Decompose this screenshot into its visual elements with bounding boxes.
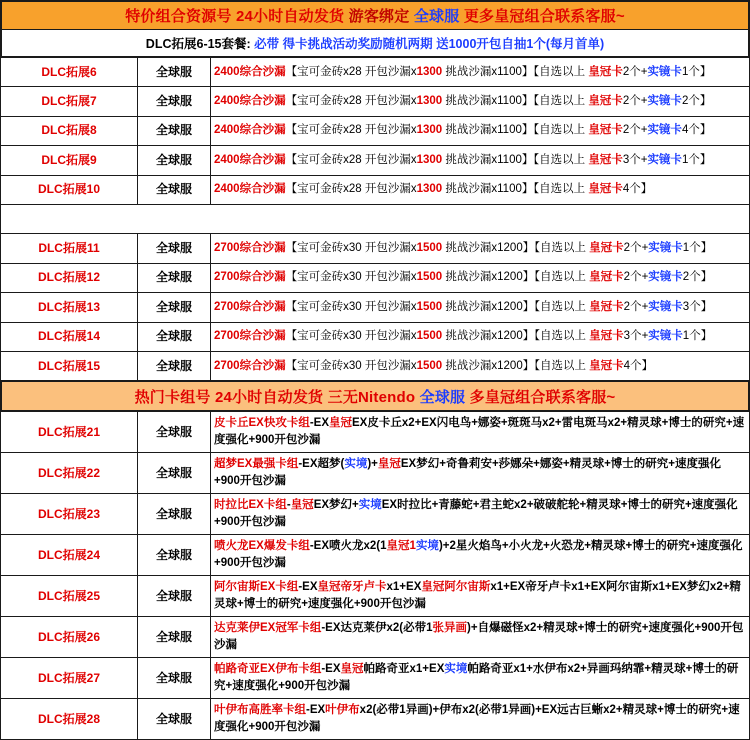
real-card-tag: 实境 — [358, 499, 382, 512]
row-name: DLC拓展13 — [1, 293, 138, 322]
row-name: DLC拓展22 — [1, 453, 138, 494]
row-deck-contents — [211, 576, 750, 617]
crown-card-label: 皇冠卡 — [588, 124, 623, 137]
mirror-card-label: 实镜卡 — [648, 271, 683, 284]
challenge-detail: 挑战沙漏x1200】【自选以上 — [442, 300, 590, 313]
table-row — [1, 535, 750, 576]
package-detail: 【宝可金砖x30 开包沙漏x — [285, 359, 417, 372]
crown-card-label: 皇冠卡 — [589, 330, 624, 343]
crown-card-label: 皇冠卡 — [588, 153, 623, 166]
table-row — [1, 699, 750, 740]
package-note — [0, 30, 750, 57]
crown-card-label: 皇冠卡 — [588, 183, 623, 196]
open-hourglass-count: 1300 — [416, 183, 443, 196]
row-server: 全球服 — [138, 87, 211, 116]
row-server: 全球服 — [138, 146, 211, 175]
row-contents — [211, 58, 750, 87]
package-detail: 【宝可金砖x30 开包沙漏x — [285, 330, 417, 343]
row-deck-contents — [211, 453, 750, 494]
crown-card-label: 皇冠卡 — [589, 271, 624, 284]
row-server: 全球服 — [138, 322, 211, 351]
row-contents — [211, 234, 750, 263]
crown-card-count: 2个+ — [622, 95, 648, 108]
crown-card-count: 3个+ — [623, 330, 649, 343]
row-name: DLC拓展14 — [1, 322, 138, 351]
package-detail: 【宝可金砖x30 开包沙漏x — [285, 242, 417, 255]
mirror-card-count: 2个】 — [681, 95, 712, 108]
section-banner-title: 热门卡组号 24小时自动发货 — [134, 388, 324, 406]
deck-highlight: 时拉比EX卡组 — [214, 499, 287, 512]
deck-highlight: 皮卡丘EX快攻卡组 — [214, 417, 310, 430]
deck-highlight: 叶伊布 — [325, 704, 360, 717]
package-detail: 【宝可金砖x28 开包沙漏x — [285, 124, 417, 137]
deck-detail: -EX — [321, 663, 341, 676]
row-name: DLC拓展15 — [1, 351, 138, 380]
deck-detail: x2(必带1异画)+伊布x2(必带1异画)+EX远古巨蜥x2+精灵球+博士的研究+速度强化+900开包沙漏 — [214, 704, 740, 734]
deck-detail: -EX — [306, 704, 326, 717]
row-server: 全球服 — [138, 351, 211, 380]
deck-detail: x1+EX — [386, 581, 422, 594]
open-hourglass-count: 1500 — [416, 271, 443, 284]
row-server: 全球服 — [138, 658, 211, 699]
row-deck-contents — [211, 617, 750, 658]
crown-card-count: 2个+ — [622, 124, 648, 137]
real-card-tag: 实境 — [444, 663, 468, 676]
row-contents — [211, 351, 750, 380]
crown-card-count: 2个+ — [623, 300, 649, 313]
table-row — [1, 322, 750, 351]
row-contents — [211, 146, 750, 175]
mirror-card-label: 实镜卡 — [648, 330, 683, 343]
row-contents — [211, 87, 750, 116]
challenge-detail: 挑战沙漏x1100】【自选以上 — [442, 95, 589, 108]
challenge-detail: 挑战沙漏x1100】【自选以上 — [442, 183, 589, 196]
section-banner-region: 三无Nitendo — [327, 388, 416, 406]
mirror-card-label: 实镜卡 — [648, 300, 683, 313]
row-server: 全球服 — [138, 494, 211, 535]
package-detail: 【宝可金砖x28 开包沙漏x — [285, 183, 417, 196]
deck-highlight: 达克莱伊EX冠军卡组 — [214, 622, 322, 635]
section-banner — [0, 381, 750, 411]
mirror-card-count: 1个】 — [681, 153, 712, 166]
row-server: 全球服 — [138, 116, 211, 145]
table-row — [1, 87, 750, 116]
deck-detail: EX梦幻+奇鲁莉安+莎娜朵+娜姿+精灵球+博士的研究+速度强化+900开包沙漏 — [214, 458, 722, 488]
open-hourglass-count: 1500 — [416, 242, 443, 255]
group-spacer-cell — [1, 204, 750, 233]
deck-highlight: 皇冠帝牙卢卡 — [317, 581, 387, 594]
package-note-detail: 必带 得卡挑战活动奖励随机两期 送1000开包自抽1个(每月首单) — [254, 37, 605, 51]
crown-card-label: 皇冠卡 — [589, 300, 624, 313]
banner-title: 特价组合资源号 24小时自动发货 — [125, 8, 345, 25]
table-row — [1, 116, 750, 145]
deck-highlight: 帕路奇亚EX伊布卡组 — [214, 663, 322, 676]
crown-card-label: 皇冠卡 — [588, 95, 623, 108]
dlc-package-table — [0, 57, 750, 381]
row-server: 全球服 — [138, 412, 211, 453]
row-name: DLC拓展25 — [1, 576, 138, 617]
deck-highlight: 皇冠阿尔宙斯 — [421, 581, 491, 594]
row-server: 全球服 — [138, 453, 211, 494]
row-name: DLC拓展24 — [1, 535, 138, 576]
banner-binding: 游客绑定 — [348, 8, 410, 25]
row-contents — [211, 293, 750, 322]
row-name: DLC拓展12 — [1, 263, 138, 292]
open-hourglass-count: 1500 — [416, 359, 443, 372]
package-detail: 【宝可金砖x30 开包沙漏x — [285, 271, 417, 284]
deck-highlight: 皇冠 — [377, 458, 401, 471]
crown-card-count: 4个】 — [623, 359, 654, 372]
row-name: DLC拓展27 — [1, 658, 138, 699]
deck-detail: EX梦幻+ — [313, 499, 359, 512]
crown-card-count: 2个+ — [623, 242, 649, 255]
deck-highlight: 皇冠1 — [386, 540, 416, 553]
table-row — [1, 146, 750, 175]
deck-highlight: 皇冠 — [340, 663, 364, 676]
table-row — [1, 453, 750, 494]
real-card-tag: 实境 — [344, 458, 368, 471]
row-name: DLC拓展11 — [1, 234, 138, 263]
package-name: 2700综合沙漏 — [214, 330, 286, 343]
table-row — [1, 293, 750, 322]
deck-detail: -EX达克莱伊x2(必带1 — [321, 622, 433, 635]
challenge-detail: 挑战沙漏x1100】【自选以上 — [442, 65, 589, 78]
deck-account-table — [0, 411, 750, 740]
open-hourglass-count: 1300 — [416, 65, 443, 78]
package-name: 2400综合沙漏 — [214, 95, 286, 108]
deck-detail: EX皮卡丘x2+EX闪电鸟+娜姿+斑斑马x2+雷电斑马x2+精灵球+博士的研究+速度强化+900开包沙漏 — [214, 417, 745, 447]
package-detail: 【宝可金砖x28 开包沙漏x — [285, 95, 417, 108]
deck-detail: -EX超梦( — [298, 458, 345, 471]
package-name: 2700综合沙漏 — [214, 300, 286, 313]
open-hourglass-count: 1300 — [416, 153, 443, 166]
open-hourglass-count: 1500 — [416, 330, 443, 343]
table-row — [1, 351, 750, 380]
mirror-card-label: 实镜卡 — [647, 95, 682, 108]
mirror-card-label: 实镜卡 — [647, 65, 682, 78]
table-row — [1, 234, 750, 263]
challenge-detail: 挑战沙漏x1200】【自选以上 — [442, 330, 590, 343]
row-name: DLC拓展6 — [1, 58, 138, 87]
deck-detail: x1+EX帝牙卢卡x1+EX阿尔宙斯x1+EX梦幻x2+精灵球+博士的研究+速度强化+900开包沙漏 — [214, 581, 741, 611]
row-server: 全球服 — [138, 617, 211, 658]
row-server: 全球服 — [138, 58, 211, 87]
mirror-card-count: 4个】 — [681, 124, 712, 137]
deck-highlight: 喷火龙EX爆发卡组 — [214, 540, 310, 553]
row-deck-contents — [211, 535, 750, 576]
row-contents — [211, 263, 750, 292]
crown-card-count: 2个+ — [623, 271, 649, 284]
deck-highlight: 皇冠 — [329, 417, 353, 430]
banner-server: 全球服 — [413, 8, 460, 25]
row-deck-contents — [211, 412, 750, 453]
mirror-card-count: 1个】 — [681, 65, 712, 78]
row-deck-contents — [211, 699, 750, 740]
deck-detail: -EX — [298, 581, 318, 594]
open-hourglass-count: 1500 — [416, 300, 443, 313]
package-name: 2400综合沙漏 — [214, 153, 286, 166]
row-server: 全球服 — [138, 175, 211, 204]
crown-card-count: 3个+ — [622, 153, 648, 166]
deck-highlight: 阿尔宙斯EX卡组 — [214, 581, 299, 594]
package-name: 2400综合沙漏 — [214, 183, 286, 196]
group-spacer — [1, 204, 750, 233]
mirror-card-count: 3个】 — [682, 300, 713, 313]
deck-detail: - — [286, 499, 291, 512]
table-row — [1, 263, 750, 292]
row-contents — [211, 322, 750, 351]
table-row — [1, 58, 750, 87]
row-name: DLC拓展23 — [1, 494, 138, 535]
top-banner — [0, 0, 750, 30]
row-name: DLC拓展28 — [1, 699, 138, 740]
row-server: 全球服 — [138, 699, 211, 740]
mirror-card-label: 实镜卡 — [647, 153, 682, 166]
challenge-detail: 挑战沙漏x1200】【自选以上 — [442, 359, 590, 372]
deck-highlight: 叶伊布高胜率卡组 — [214, 704, 306, 717]
deck-detail: 帕路奇亚x1+EX — [363, 663, 445, 676]
banner-contact: 更多皇冠组合联系客服~ — [463, 8, 625, 25]
row-server: 全球服 — [138, 576, 211, 617]
package-name: 2700综合沙漏 — [214, 271, 286, 284]
deck-detail: -EX — [309, 417, 330, 430]
package-detail: 【宝可金砖x28 开包沙漏x — [285, 153, 417, 166]
row-name: DLC拓展8 — [1, 116, 138, 145]
crown-card-label: 皇冠卡 — [588, 65, 623, 78]
row-server: 全球服 — [138, 234, 211, 263]
open-hourglass-count: 1300 — [416, 124, 443, 137]
deck-detail: EX时拉比+青藤蛇+君主蛇x2+破破舵轮+精灵球+博士的研究+速度强化+900开包沙漏 — [214, 499, 738, 529]
table-row — [1, 617, 750, 658]
deck-highlight: 皇冠 — [290, 499, 314, 512]
table-row — [1, 658, 750, 699]
crown-card-count: 2个+ — [622, 65, 648, 78]
package-name: 2400综合沙漏 — [214, 65, 286, 78]
row-name: DLC拓展21 — [1, 412, 138, 453]
row-name: DLC拓展9 — [1, 146, 138, 175]
challenge-detail: 挑战沙漏x1200】【自选以上 — [442, 271, 590, 284]
row-name: DLC拓展10 — [1, 175, 138, 204]
deck-detail: )+自爆磁怪x2+精灵球+博士的研究+速度强化+900开包沙漏 — [214, 622, 744, 652]
table-row — [1, 576, 750, 617]
package-detail: 【宝可金砖x28 开包沙漏x — [285, 65, 417, 78]
package-note-label: DLC拓展6-15套餐: — [145, 37, 251, 51]
deck-highlight: 超梦EX最强卡组 — [214, 458, 299, 471]
deck-detail: -EX喷火龙x2(1 — [309, 540, 387, 553]
deck-detail: )+2星火焰鸟+小火龙+火恐龙+精灵球+博士的研究+速度强化+900开包沙漏 — [214, 540, 743, 570]
crown-card-label: 皇冠卡 — [589, 242, 624, 255]
challenge-detail: 挑战沙漏x1200】【自选以上 — [442, 242, 590, 255]
open-hourglass-count: 1300 — [416, 95, 443, 108]
row-name: DLC拓展7 — [1, 87, 138, 116]
deck-detail: 帕路奇亚x1+水伊布x2+异画玛纳霏+精灵球+博士的研究+速度强化+900开包沙漏 — [214, 663, 739, 693]
challenge-detail: 挑战沙漏x1100】【自选以上 — [442, 153, 589, 166]
table-row — [1, 412, 750, 453]
package-detail: 【宝可金砖x30 开包沙漏x — [285, 300, 417, 313]
row-deck-contents — [211, 494, 750, 535]
mirror-card-count: 1个】 — [682, 330, 713, 343]
mirror-card-label: 实镜卡 — [648, 242, 683, 255]
deck-highlight: 张异画 — [432, 622, 468, 635]
crown-card-label: 皇冠卡 — [589, 359, 624, 372]
row-name: DLC拓展26 — [1, 617, 138, 658]
row-contents — [211, 116, 750, 145]
mirror-card-count: 2个】 — [682, 271, 713, 284]
row-server: 全球服 — [138, 535, 211, 576]
mirror-card-count: 1个】 — [682, 242, 713, 255]
deck-detail: )+ — [367, 458, 378, 471]
crown-card-count: 4个】 — [622, 183, 653, 196]
real-card-tag: 实境 — [415, 540, 439, 553]
row-server: 全球服 — [138, 263, 211, 292]
package-name: 2400综合沙漏 — [214, 124, 286, 137]
mirror-card-label: 实镜卡 — [647, 124, 682, 137]
table-row — [1, 494, 750, 535]
challenge-detail: 挑战沙漏x1100】【自选以上 — [442, 124, 589, 137]
package-name: 2700综合沙漏 — [214, 359, 286, 372]
row-deck-contents — [211, 658, 750, 699]
section-banner-server: 全球服 — [419, 388, 466, 406]
section-banner-contact: 多皇冠组合联系客服~ — [469, 388, 616, 406]
row-contents — [211, 175, 750, 204]
table-row — [1, 175, 750, 204]
row-server: 全球服 — [138, 293, 211, 322]
package-name: 2700综合沙漏 — [214, 242, 286, 255]
